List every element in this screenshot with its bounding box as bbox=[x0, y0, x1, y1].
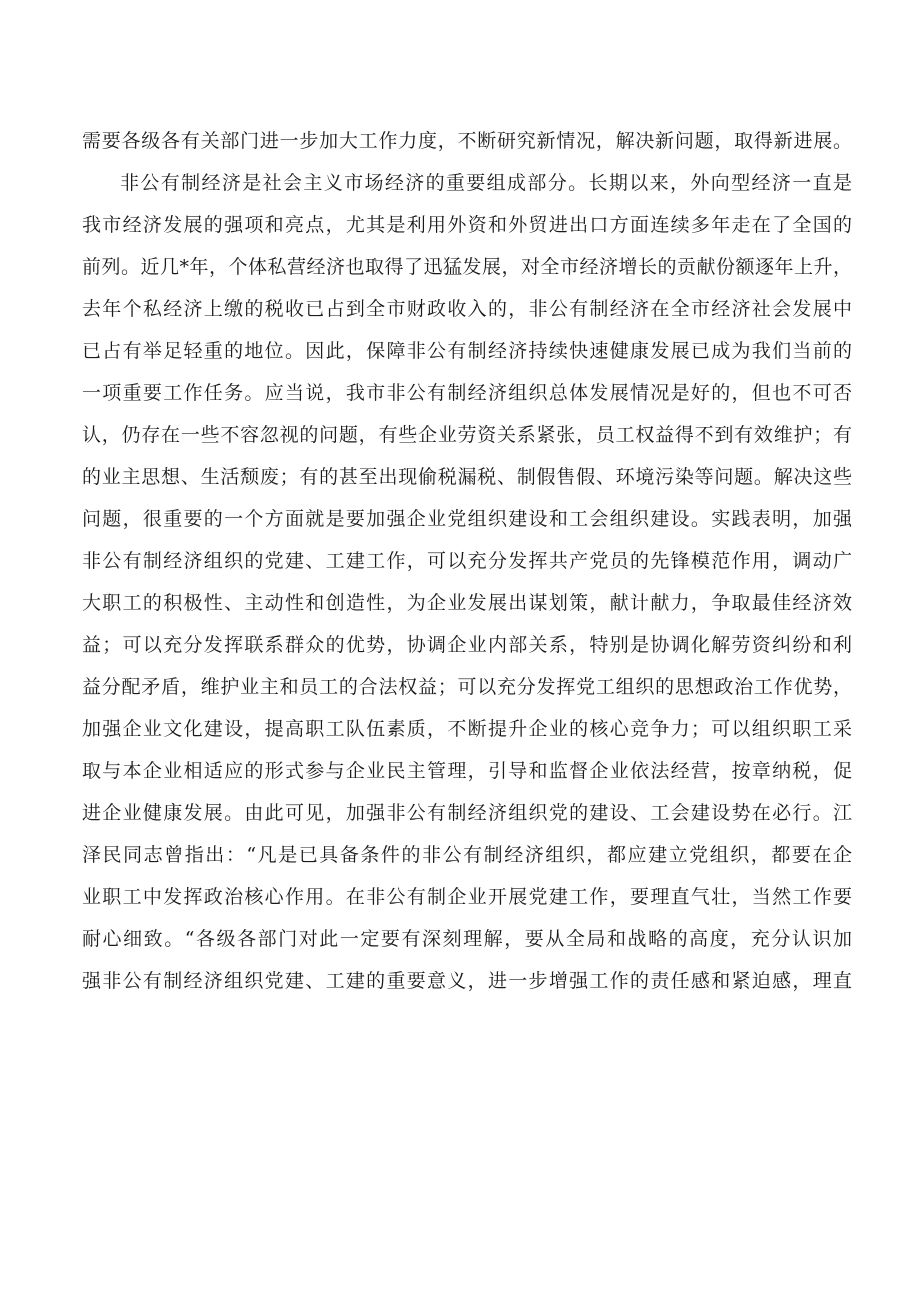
text-line-15: 加强企业文化建设，提高职工队伍素质，不断提升企业的核心竞争力；可以组织职工采 bbox=[82, 718, 852, 740]
text-line-7: 一项重要工作任务。应当说，我市非公有制经济组织总体发展情况是好的，但也不可否 bbox=[82, 382, 852, 404]
body-text bbox=[82, 120, 852, 1002]
text-line-17: 进企业健康发展。由此可见，加强非公有制经济组织党的建设、工会建设势在必行。江 bbox=[82, 802, 852, 824]
text-line-20: 耐心细致。“各级各部门对此一定要有深刻理解，要从全局和战略的高度，充分认识加 bbox=[82, 928, 852, 950]
text-line-19: 业职工中发挥政治核心作用。在非公有制企业开展党建工作，要理直气壮，当然工作要 bbox=[82, 886, 852, 908]
text-line-2: 非公有制经济是社会主义市场经济的重要组成部分。长期以来，外向型经济一直是 bbox=[120, 172, 852, 194]
text-line-5: 去年个私经济上缴的税收已占到全市财政收入的，非公有制经济在全市经济社会发展中 bbox=[82, 298, 852, 320]
text-line-10: 问题，很重要的一个方面就是要加强企业党组织建设和工会组织建设。实践表明，加强 bbox=[82, 508, 852, 530]
text-line-8: 认，仍存在一些不容忽视的问题，有些企业劳资关系紧张，员工权益得不到有效维护；有 bbox=[82, 424, 852, 446]
text-line-13: 益；可以充分发挥联系群众的优势，协调企业内部关系，特别是协调化解劳资纠纷和利 bbox=[82, 634, 852, 656]
text-line-16: 取与本企业相适应的形式参与企业民主管理，引导和监督企业依法经营，按章纳税，促 bbox=[82, 760, 852, 782]
text-line-3: 我市经济发展的强项和亮点，尤其是利用外资和外贸进出口方面连续多年走在了全国的 bbox=[82, 214, 852, 236]
text-line-21: 强非公有制经济组织党建、工建的重要意义，进一步增强工作的责任感和紧迫感，理直 bbox=[82, 970, 852, 992]
text-line-12: 大职工的积极性、主动性和创造性，为企业发展出谋划策，献计献力，争取最佳经济效 bbox=[82, 592, 852, 614]
text-line-6: 已占有举足轻重的地位。因此，保障非公有制经济持续快速健康发展已成为我们当前的 bbox=[82, 340, 852, 362]
text-line-18: 泽民同志曾指出：“凡是已具备条件的非公有制经济组织，都应建立党组织，都要在企 bbox=[82, 844, 852, 866]
text-line-11: 非公有制经济组织的党建、工建工作，可以充分发挥共产党员的先锋模范作用，调动广 bbox=[82, 550, 852, 572]
text-line-1: 需要各级各有关部门进一步加大工作力度，不断研究新情况，解决新问题，取得新进展。 bbox=[82, 130, 852, 152]
text-line-4: 前列。近几*年，个体私营经济也取得了迅猛发展，对全市经济增长的贡献份额逐年上升， bbox=[82, 256, 852, 278]
text-line-14: 益分配矛盾，维护业主和员工的合法权益；可以充分发挥党工组织的思想政治工作优势， bbox=[82, 676, 852, 698]
text-line-9: 的业主思想、生活颓废；有的甚至出现偷税漏税、制假售假、环境污染等问题。解决这些 bbox=[82, 466, 852, 488]
